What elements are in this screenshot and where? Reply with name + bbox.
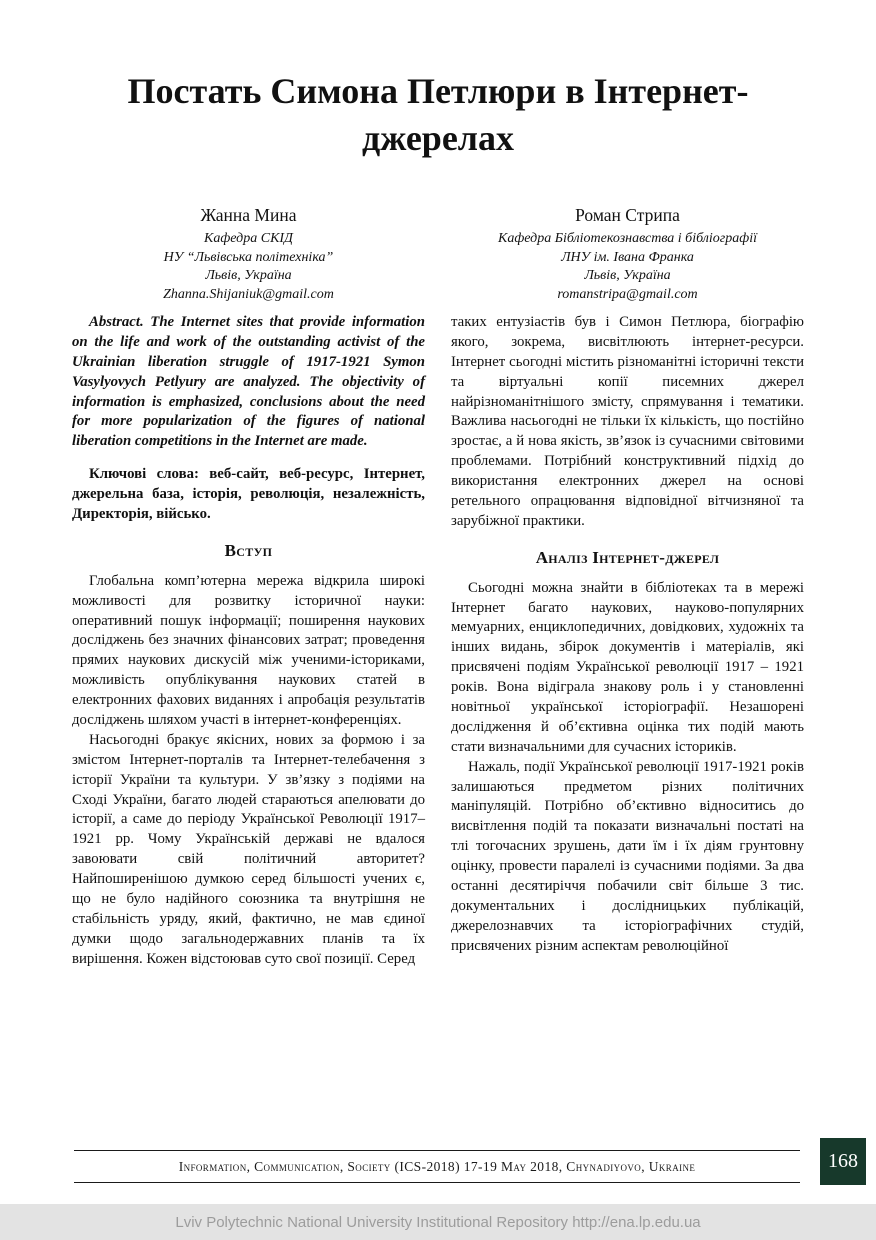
author-department-right: Кафедра Бібліотекознавства і бібліографії bbox=[498, 231, 757, 247]
section-heading-analysis: Аналіз Інтернет-джерел bbox=[535, 547, 720, 567]
author-name-right: Роман Стрипа bbox=[575, 204, 680, 225]
paper-title: Постать Симона Петлюри в Інтернет-джерелах bbox=[127, 71, 749, 158]
author-email-left: Zhanna.Shijaniuk@gmail.com bbox=[163, 286, 334, 302]
author-city-left: Львів, Україна bbox=[205, 268, 292, 284]
author-department-left: Кафедра СКІД bbox=[204, 231, 293, 247]
conference-footer bbox=[74, 1150, 800, 1183]
left-column bbox=[72, 204, 425, 970]
repository-text: Lviv Polytechnic National University Institutional Repository http://ena.lp.edu.ua bbox=[175, 1213, 701, 1231]
author-name-left: Жанна Мина bbox=[200, 204, 297, 225]
author-organization-left: НУ “Львівська політехніка” bbox=[163, 249, 334, 265]
intro-paragraph-1: Глобальна комп’ютерна мережа відкрила широкі можливості для розвитку історичної науки: оперативний пошук інформації; поширення наукових досліджень без значних фінансових затрат; проведення прямих наукових дискусій між ученими-істориками, можливість опублікування наукових статей в електронних фахових виданнях і апробація результатів досліджень шляхом участі в інтернет-конференціях. bbox=[72, 572, 425, 728]
analysis-paragraph-1: Сьогодні можна знайти в бібліотеках та в мережі Інтернет багато наукових, науково-популярних мемуарних, енциклопедичних, довідкових, художніх та інших видань, збірок документів і матеріалів, які присвячені подіям Української революції 1917 – 1921 років. Вона відіграла знакову роль і у становленні новітньої української історіографії. Незашорені дослідження й об’єктивна оцінка тих подій мають стати визначальними для сучасних істориків. bbox=[451, 579, 804, 755]
author-organization-right: ЛНУ ім. Івана Франка bbox=[561, 249, 694, 265]
right-column bbox=[451, 204, 804, 970]
page-number: 168 bbox=[828, 1150, 858, 1172]
author-block-right bbox=[451, 204, 804, 304]
author-city-right: Львів, Україна bbox=[584, 268, 671, 284]
author-email-right: romanstripa@gmail.com bbox=[557, 286, 698, 302]
two-column-layout bbox=[0, 204, 876, 970]
author-block-left bbox=[72, 204, 425, 304]
intro-paragraph-2: Насьогодні бракує якісних, нових за формою і за змістом Інтернет-порталів та Інтернет-телебачення з історії України та культури. У зв’язку з подіями на Сході України, багато людей стараються апелювати до історії, а саме до періоду Української Революції 1917–1921 рр. Чому Українській державі не вдалося завоювати свій політичний авторитет? Найпоширенішою думкою серед більшості учених є, що не було надійного союзника та внутрішня не стабільність уряду, який, фактично, не мав єдиної думки щодо загальнодержавних планів та їх вирішення. Кожен відстоював суто свої позиції. Серед bbox=[72, 731, 425, 967]
repository-bar bbox=[0, 1204, 876, 1240]
section-heading-intro: Вступ bbox=[224, 540, 273, 560]
abstract-paragraph: Abstract. The Internet sites that provide information on the life and work of the outstanding activist of the Ukrainian liberation struggle of 1917-1921 Symon Vasylyovych Petlyury are analyzed. The objectivity of information is emphasized, conclusions about the need for more popularization of the figures of national liberation competitions in the Internet are made. bbox=[72, 314, 425, 450]
keywords-paragraph: Ключові слова: веб-сайт, веб-ресурс, Інтернет, джерельна база, історія, революція, незалежність, Директорія, військо. bbox=[72, 466, 425, 523]
analysis-paragraph-2: Нажаль, події Української революції 1917-1921 років залишаються предметом різних політичних маніпуляцій. Потрібно об’єктивно відноситись до висвітлення подій та показати визначальні постаті на тлі тогочасних зрушень, дати їм і їх діям грунтовну оцінку, провести паралелі із сучасними подіями. За два останні десятиріччя побачили світ більше 3 тис. документальних і дослідницьких публікацій, джерелознавчих та історіографічних студій, присвячених різним аспектам революційної bbox=[451, 758, 804, 954]
continuation-paragraph: таких ентузіастів був і Симон Петлюра, біографію якого, зокрема, висвітлюють інтернет-ресурси. Інтернет сьогодні містить різноманітні історичні тексти та віртуальні копії писемних джерел найрізноманітнішого змісту, спрямування і тематики. Важлива насьогодні не тільки їх кількість, що постійно зростає, а й нова якість, зв’язок із сучасними світовими проблемами. Потрібний конструктивний підхід до використання електронних джерел на основі ретельного опрацювання відповідної вітчизняної та зарубіжної практики. bbox=[451, 314, 804, 529]
conference-footer-text: Information, Communication, Society (ICS-2018) 17-19 May 2018, Chynadiyovo, Ukraine bbox=[178, 1159, 696, 1174]
page-number-badge bbox=[820, 1138, 866, 1185]
